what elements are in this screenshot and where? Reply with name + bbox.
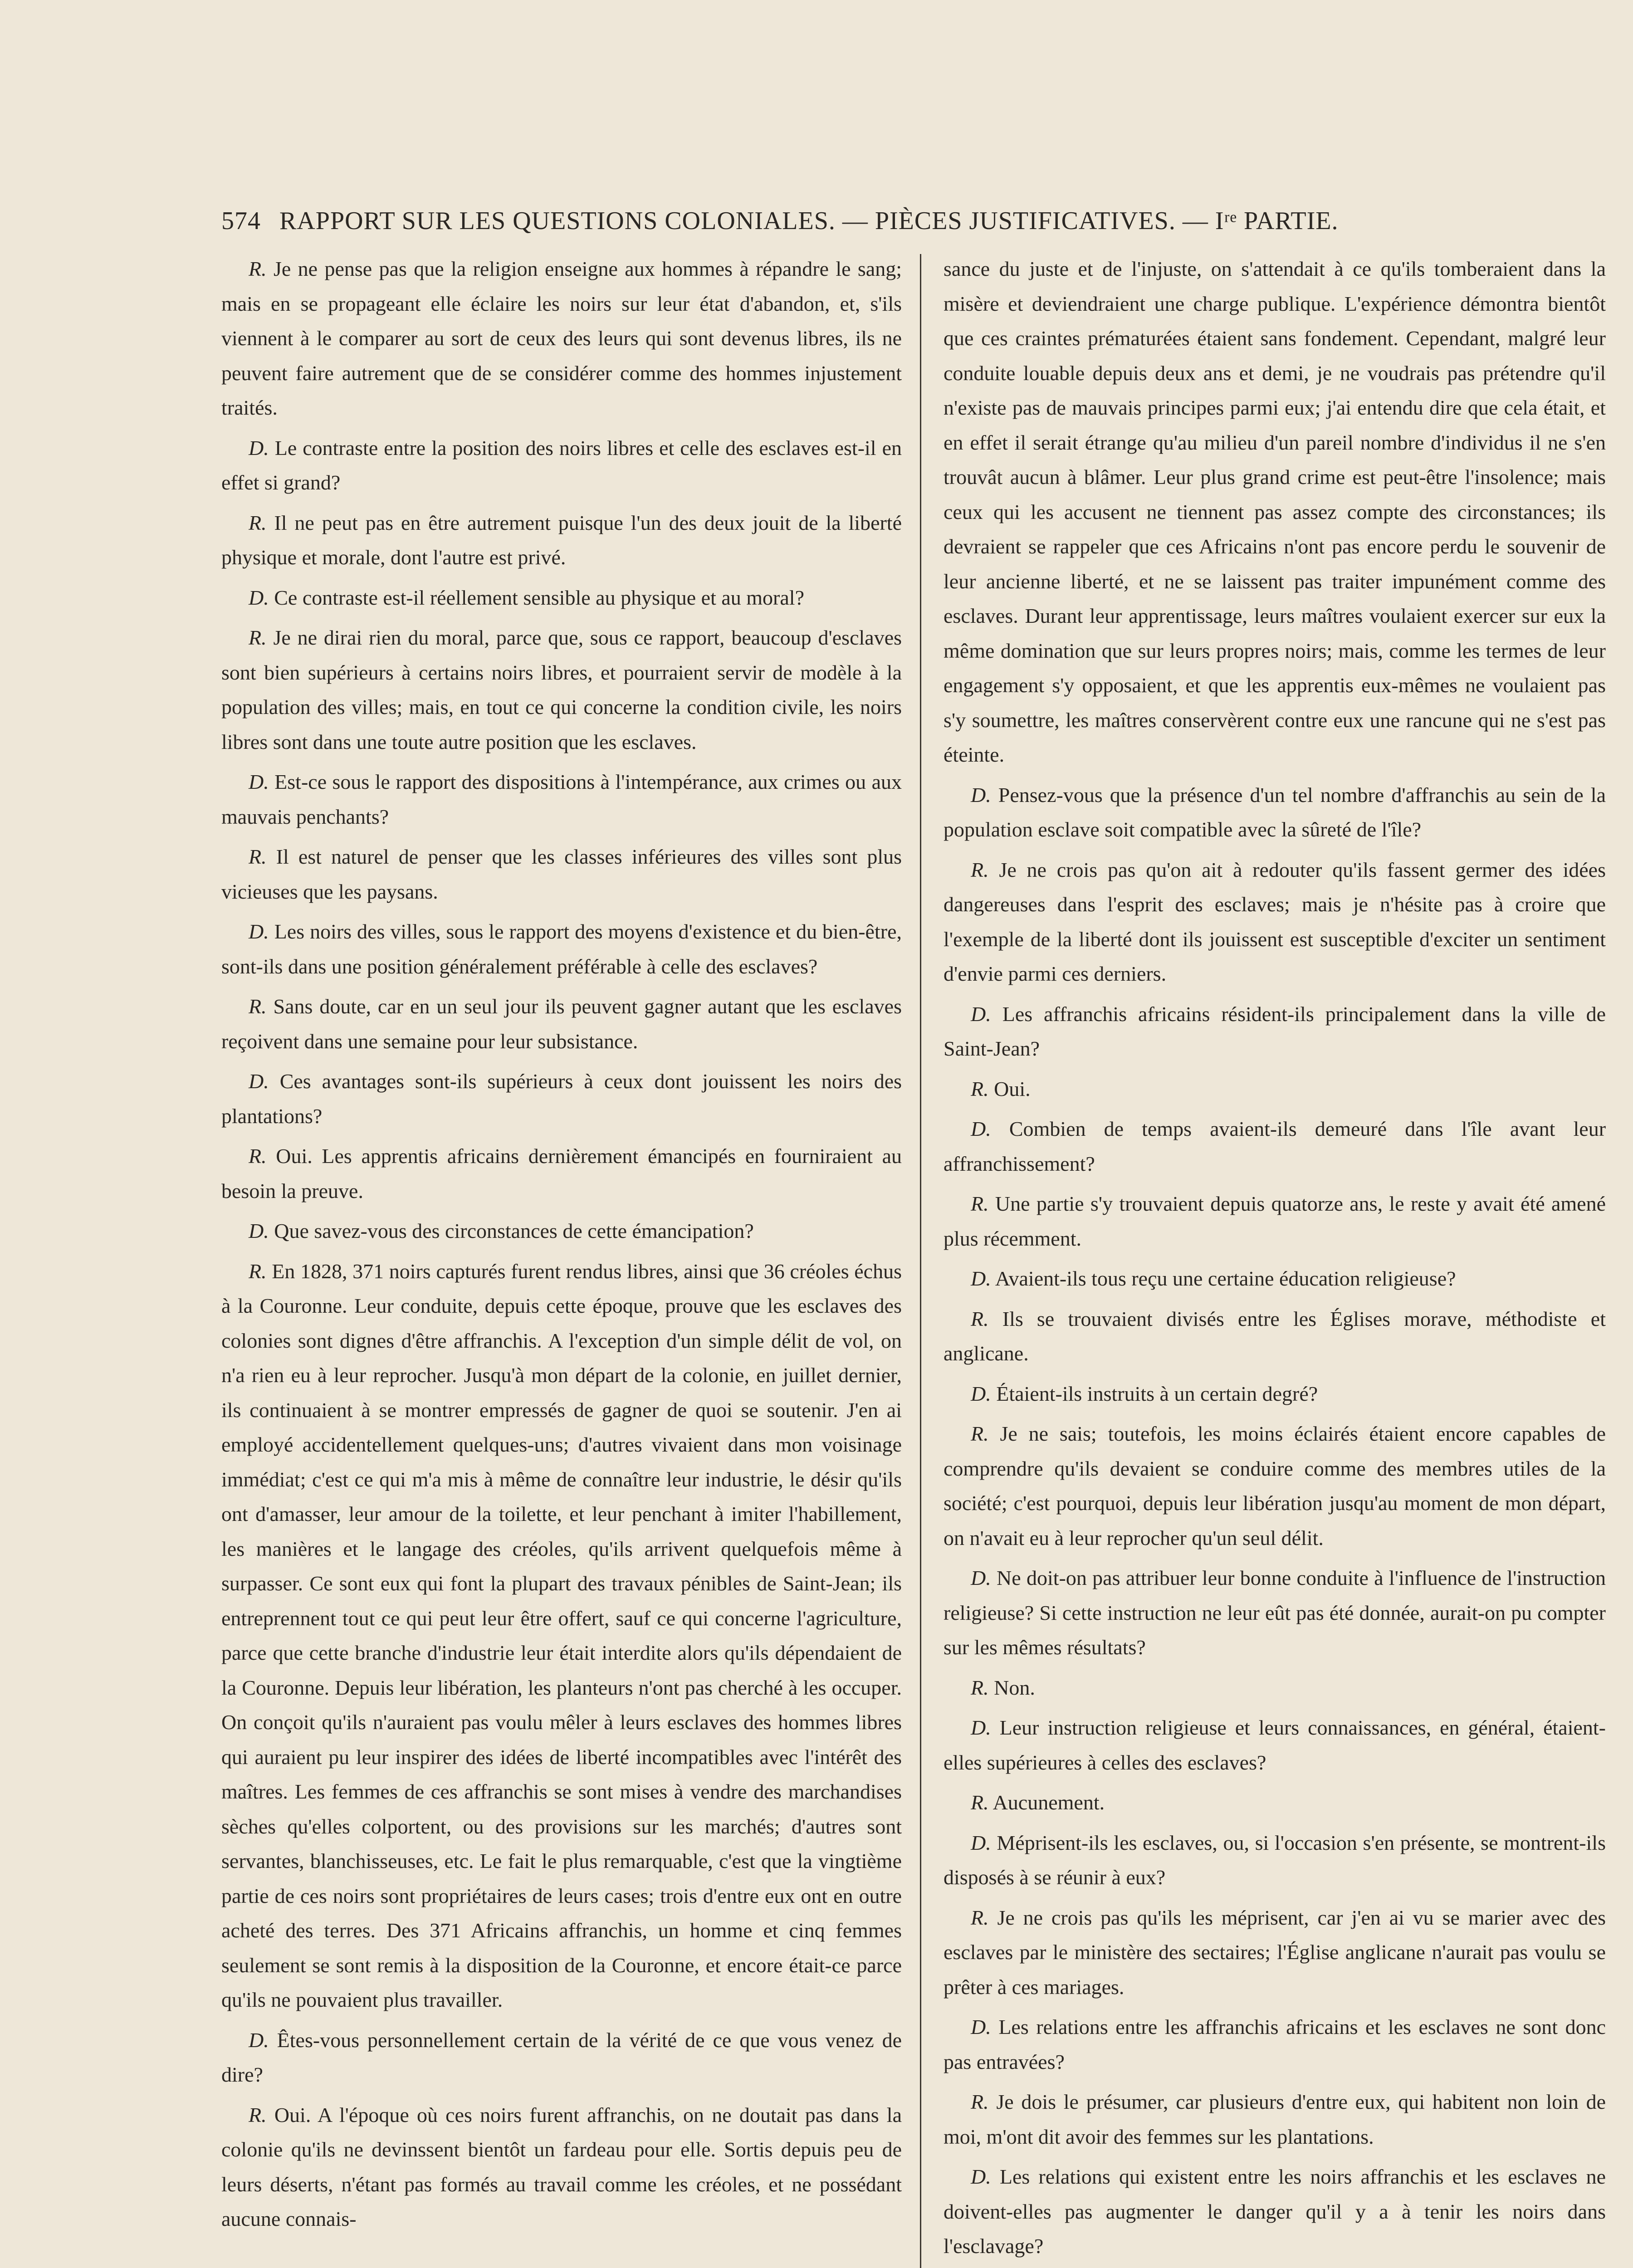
paragraph-text: Leur instruction religieuse et leurs connaissances, en général, étaient-elles supérieures à celles des esclaves? <box>944 1716 1606 1774</box>
paragraph <box>944 1261 1606 1296</box>
paragraph <box>944 2085 1606 2154</box>
paragraph <box>944 1112 1606 1181</box>
speaker-label: D. <box>249 2028 269 2052</box>
paragraph <box>944 1377 1606 1412</box>
paragraph-text: Ils se trouvaient divisés entre les Églises morave, méthodiste et anglicane. <box>944 1307 1606 1365</box>
speaker-label: R. <box>971 1906 989 1929</box>
paragraph <box>221 989 902 1059</box>
speaker-label: D. <box>971 1267 991 1290</box>
paragraph <box>221 506 902 575</box>
speaker-label: D. <box>971 1716 991 1739</box>
paragraph-text: Les relations qui existent entre les noirs affranchis et les esclaves ne doivent-elles pas augmenter le danger qu'il y a à tenir les noirs dans l'esclavage? <box>944 2165 1606 2258</box>
paragraph <box>944 1671 1606 1706</box>
speaker-label: D. <box>971 2165 991 2188</box>
paragraph <box>221 840 902 909</box>
paragraph <box>221 1254 902 2018</box>
paragraph-text: Je dois le présumer, car plusieurs d'entre eux, qui habitent non loin de moi, m'ont dit avoir des femmes sur les plantations. <box>944 2090 1606 2148</box>
paragraph-text: Combien de temps avaient-ils demeuré dans l'île avant leur affranchissement? <box>944 1117 1606 1175</box>
speaker-label: R. <box>249 626 267 649</box>
paragraph-text: Non. <box>994 1676 1035 1699</box>
paragraph <box>221 765 902 834</box>
paragraph <box>944 1302 1606 1371</box>
page-header <box>221 206 1519 235</box>
speaker-label: R. <box>971 1422 989 1445</box>
paragraph <box>221 1064 902 1134</box>
paragraph <box>944 1187 1606 1256</box>
paragraph-text: Avaient-ils tous reçu une certaine éducation religieuse? <box>995 1267 1456 1290</box>
paragraph-text: Êtes-vous personnellement certain de la vérité de ce que vous venez de dire? <box>221 2028 902 2086</box>
paragraph-text: Que savez-vous des circonstances de cette émancipation? <box>274 1219 754 1242</box>
speaker-label: R. <box>249 1259 267 1283</box>
right-column <box>944 252 1606 2268</box>
speaker-label: D. <box>249 920 269 943</box>
paragraph <box>944 1417 1606 1555</box>
paragraph-text: Les noirs des villes, sous le rapport des moyens d'existence et du bien-être, sont-ils dans une position généralement préférable à celle des esclaves? <box>221 920 902 978</box>
speaker-label: D. <box>249 436 269 459</box>
paragraph-text: sance du juste et de l'injuste, on s'attendait à ce qu'ils tomberaient dans la misère et deviendraient une charge publique. L'expérience démontra bientôt que ces craintes prématurées étaient sans fondement. Cependant, malgré leur conduite louable depuis deux ans et demi, je ne voudrais pas prétendre qu'il n'existe pas de mauvais principes parmi eux; j'ai entendu dire que cela était, et en effet il serait étrange qu'au milieu d'un pareil nombre d'individus il ne s'en trouvât aucun à blâmer. Leur plus grand crime est peut-être l'insolence; mais ceux qui les accusent ne tiennent pas assez compte des circonstances; ils devraient se rappeler que ces Africains n'ont pas encore perdu le souvenir de leur ancienne liberté, et ne se laissent pas traiter impunément comme des esclaves. Durant leur apprentissage, leurs maîtres voulaient exercer sur eux la même domination que sur leurs propres noirs; mais, comme les termes de leur engagement s'y opposaient, et que les apprentis eux-mêmes ne voulaient pas s'y soumettre, les maîtres conservèrent contre eux une rancune qui ne s'est pas éteinte. <box>944 257 1606 766</box>
paragraph <box>221 1214 902 1249</box>
speaker-label: D. <box>249 586 269 609</box>
paragraph-text: Méprisent-ils les esclaves, ou, si l'occasion s'en présente, se montrent-ils disposés à se réunir à eux? <box>944 1831 1606 1889</box>
paragraph <box>944 1072 1606 1107</box>
paragraph <box>221 2023 902 2092</box>
paragraph-text: Est-ce sous le rapport des dispositions à l'intempérance, aux crimes ou aux mauvais penchants? <box>221 770 902 828</box>
paragraph-text: Ce contraste est-il réellement sensible au physique et au moral? <box>274 586 804 609</box>
speaker-label: D. <box>971 1382 991 1405</box>
speaker-label: R. <box>249 1144 267 1168</box>
paragraph <box>221 581 902 616</box>
speaker-label: R. <box>249 257 267 280</box>
speaker-label: D. <box>249 770 269 793</box>
speaker-label: D. <box>971 1002 991 1026</box>
paragraph-text: Oui. A l'époque où ces noirs furent affranchis, on ne doutait pas dans la colonie qu'ils ne devinssent bientôt un fardeau pour elle. Sortis depuis peu de leurs déserts, n'étant pas formés au travail comme les créoles, et ne possédant aucune connais- <box>221 2103 902 2230</box>
page-number: 574 <box>221 207 261 235</box>
paragraph-text: Ces avantages sont-ils supérieurs à ceux dont jouissent les noirs des plantations? <box>221 1070 902 1128</box>
speaker-label: R. <box>971 1192 989 1215</box>
paragraph-text: Je ne sais; toutefois, les moins éclairés étaient encore capables de comprendre qu'ils devaient se conduire comme des membres utiles de la société; c'est pourquoi, depuis leur libération jusqu'au moment de mon départ, on n'avait eu à leur reprocher qu'un seul délit. <box>944 1422 1606 1549</box>
paragraph <box>221 2098 902 2237</box>
paragraph <box>944 778 1606 847</box>
paragraph <box>944 853 1606 992</box>
paragraph <box>944 2160 1606 2264</box>
paragraph-text: En 1828, 371 noirs capturés furent rendus libres, ainsi que 36 créoles échus à la Couronne. Leur conduite, depuis cette époque, prouve que les esclaves des colonies sont dignes d'être affranchis. A l'exception d'un simple délit de vol, on n'a rien eu à leur reprocher. Jusqu'à mon départ de la colonie, en juillet dernier, ils continuaient à se montrer empressés de gagner de quoi se soutenir. J'en ai employé accidentellement quelques-uns; d'autres vivaient dans mon voisinage immédiat; c'est ce qui m'a mis à même de connaître leur industrie, le désir qu'ils ont d'amasser, leur amour de la toilette, et leur penchant à imiter l'habillement, les manières et le langage des créoles, qu'ils arrivent quelquefois même à surpasser. Ce sont eux qui font la plupart des travaux pénibles de Saint-Jean; ils entreprennent tout ce qui peut leur être offert, sauf ce qui concerne l'agriculture, parce que cette branche d'industrie leur était interdite alors qu'ils dépendaient de la Couronne. Depuis leur libération, les planteurs n'ont pas cherché à les occuper. On conçoit qu'ils n'auraient pas voulu mêler à leurs esclaves des hommes libres qui auraient pu leur inspirer des idées de liberté incompatibles avec l'intérêt des maîtres. Les femmes de ces affranchis se sont mises à vendre des marchandises sèches qu'elles colportent, ou des provisions sur les marchés; d'autres sont servantes, blanchisseuses, etc. Le fait le plus remarquable, c'est que la vingtième partie de ces noirs sont propriétaires de leurs cases; trois d'entre eux ont en outre acheté des terres. Des 371 Africains affranchis, un homme et cinq femmes seulement se sont remis à la disposition de la Couronne, et encore était-ce parce qu'ils ne pouvaient plus travailler. <box>221 1259 902 2011</box>
paragraph <box>944 1785 1606 1820</box>
paragraph <box>944 1901 1606 2005</box>
paragraph <box>944 2010 1606 2079</box>
speaker-label: R. <box>971 1307 989 1330</box>
paragraph-text: Je ne pense pas que la religion enseigne aux hommes à répandre le sang; mais en se propageant elle éclaire les noirs sur leur état d'abandon, et, s'ils viennent à le comparer au sort de ceux des leurs qui sont devenus libres, ils ne peuvent faire autrement que de se considérer comme des hommes injustement traités. <box>221 257 902 419</box>
speaker-label: D. <box>971 1566 991 1589</box>
paragraph-text: Je ne crois pas qu'ils les méprisent, car j'en ai vu se marier avec des esclaves par le ministère des sectaires; l'Église anglicane n'aurait pas voulu se prêter à ces mariages. <box>944 1906 1606 1999</box>
paragraph <box>944 252 1606 772</box>
paragraph-text: Il est naturel de penser que les classes inférieures des villes sont plus vicieuses que les paysans. <box>221 845 902 903</box>
speaker-label: D. <box>971 783 991 807</box>
paragraph-text: Une partie s'y trouvaient depuis quatorze ans, le reste y avait été amené plus récemment. <box>944 1192 1606 1250</box>
paragraph-text: Aucunement. <box>993 1791 1105 1814</box>
paragraph-text: Je ne dirai rien du moral, parce que, sous ce rapport, beaucoup d'esclaves sont bien supérieurs à certains noirs libres, et pourraient servir de modèle à la population des villes; mais, en tout ce qui concerne la condition civile, les noirs libres sont dans une toute autre position que les esclaves. <box>221 626 902 753</box>
paragraph-text: Je ne crois pas qu'on ait à redouter qu'ils fassent germer des idées dangereuses dans l'esprit des esclaves; mais je n'hésite pas à croire que l'exemple de la liberté dont ils jouissent est susceptible d'exciter un sentiment d'envie parmi ces derniers. <box>944 858 1606 985</box>
paragraph <box>944 1826 1606 1895</box>
speaker-label: D. <box>249 1219 269 1242</box>
paragraph <box>221 252 902 425</box>
paragraph-text: Ne doit-on pas attribuer leur bonne conduite à l'influence de l'instruction religieuse? Si cette instruction ne leur eût pas été donnée, aurait-on pu compter sur les mêmes résultats? <box>944 1566 1606 1659</box>
paragraph <box>944 997 1606 1066</box>
speaker-label: R. <box>249 511 267 534</box>
speaker-label: D. <box>249 1070 269 1093</box>
paragraph <box>221 1139 902 1208</box>
paragraph-text: Pensez-vous que la présence d'un tel nombre d'affranchis au sein de la population esclave soit compatible avec la sûreté de l'île? <box>944 783 1606 841</box>
column-divider <box>920 254 921 2268</box>
paragraph-text: Les relations entre les affranchis africains et les esclaves ne sont donc pas entravées? <box>944 2015 1606 2073</box>
speaker-label: R. <box>249 845 267 868</box>
speaker-label: R. <box>249 2103 267 2126</box>
paragraph <box>221 914 902 984</box>
paragraph-text: Étaient-ils instruits à un certain degré? <box>996 1382 1318 1405</box>
paragraph-text: Oui. <box>994 1077 1031 1100</box>
paragraph <box>221 431 902 500</box>
paragraph-text: Le contraste entre la position des noirs libres et celle des esclaves est-il en effet si grand? <box>221 436 902 494</box>
speaker-label: R. <box>971 1676 989 1699</box>
paragraph-text: Il ne peut pas en être autrement puisque l'un des deux jouit de la liberté physique et morale, dont l'autre est privé. <box>221 511 902 569</box>
speaker-label: R. <box>971 858 989 881</box>
paragraph-text: Oui. Les apprentis africains dernièrement émancipés en fourniraient au besoin la preuve. <box>221 1144 902 1202</box>
paragraph <box>221 621 902 759</box>
speaker-label: R. <box>249 995 267 1018</box>
speaker-label: D. <box>971 1831 991 1854</box>
paragraph-text: Les affranchis africains résident-ils principalement dans la ville de Saint-Jean? <box>944 1002 1606 1060</box>
speaker-label: R. <box>971 1791 989 1814</box>
left-column <box>221 252 902 2242</box>
paragraph-text: Sans doute, car en un seul jour ils peuvent gagner autant que les esclaves reçoivent dans une semaine pour leur subsistance. <box>221 995 902 1053</box>
speaker-label: R. <box>971 1077 989 1100</box>
speaker-label: R. <box>971 2090 989 2113</box>
speaker-label: D. <box>971 2015 991 2038</box>
running-title: RAPPORT SUR LES QUESTIONS COLONIALES. — PIÈCES JUSTIFICATIVES. — Iʳᵉ PARTIE. <box>279 207 1339 235</box>
paragraph <box>944 1711 1606 1780</box>
paragraph <box>944 1561 1606 1665</box>
speaker-label: D. <box>971 1117 991 1140</box>
